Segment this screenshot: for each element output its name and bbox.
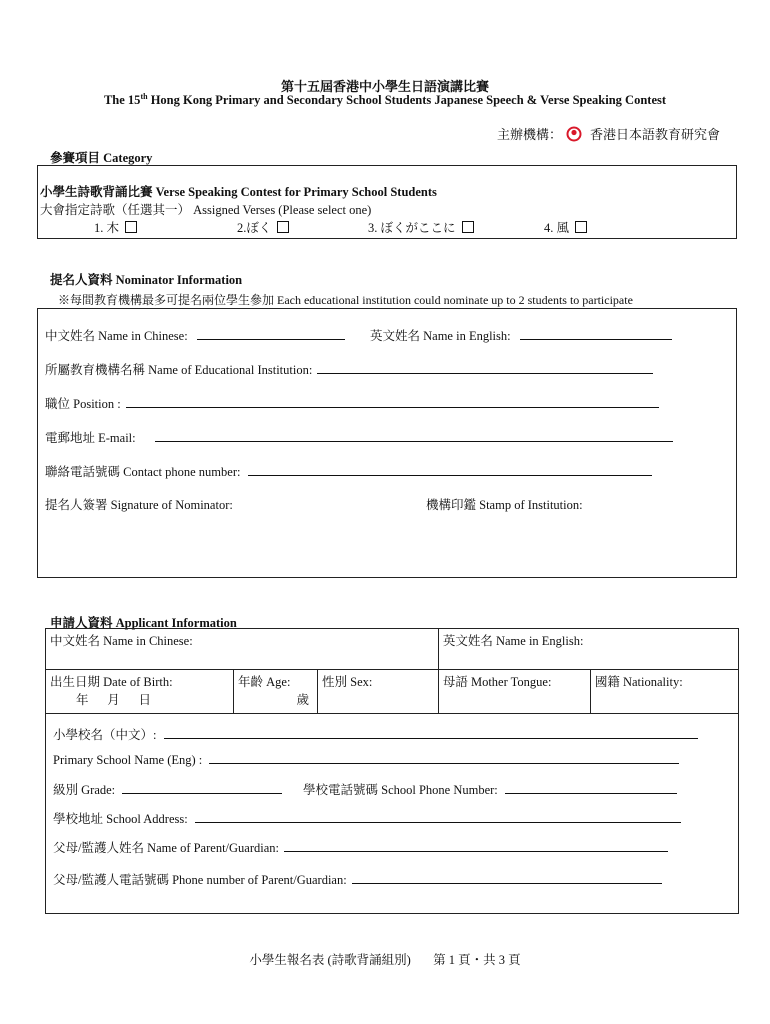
verse-option-4-checkbox[interactable] <box>575 221 587 233</box>
organizer <box>497 124 720 143</box>
school-name-en-field[interactable] <box>209 752 679 764</box>
page-footer <box>0 950 770 968</box>
applicant-age-cell[interactable] <box>234 670 318 714</box>
verse-option-2[interactable] <box>237 218 289 236</box>
assigned-verses-text: 大會指定詩歌（任選其一） Assigned Verses (Please select one) <box>40 203 372 217</box>
institution-stamp-label: 機構印鑑 Stamp of Institution: <box>426 498 583 512</box>
nominator-name-zh-row <box>45 326 345 344</box>
category-box <box>37 165 737 239</box>
school-name-en-row <box>53 752 679 768</box>
applicant-mother-tongue-label: 母語 Mother Tongue: <box>442 675 552 689</box>
applicant-table-wrap <box>45 628 739 914</box>
title-en-superscript: th <box>140 92 148 101</box>
nominator-email-label: 電郵地址 E-mail: <box>45 431 136 445</box>
title-en-prefix: The 15 <box>103 93 141 108</box>
verse-option-1-label: 1. 木 <box>94 221 120 235</box>
parent-name-row <box>53 838 668 856</box>
nominator-name-zh-label: 中文姓名 Name in Chinese: <box>45 329 188 343</box>
applicant-nationality-cell[interactable] <box>590 670 738 714</box>
applicant-sex-cell[interactable] <box>318 670 439 714</box>
school-phone-field[interactable] <box>505 782 677 794</box>
applicant-nationality-label: 國籍 Nationality: <box>594 675 683 689</box>
organizer-label: 主辦機構： <box>497 127 563 142</box>
nominator-institution-label: 所屬教育機構名稱 Name of Educational Institution: <box>45 363 313 377</box>
organizer-logo-icon <box>566 126 582 142</box>
nominator-note: ※每間教育機構最多可提名兩位學生參加 Each educational institution could nominate up to 2 students to participate <box>58 293 633 307</box>
applicant-name-zh-label: 中文姓名 Name in Chinese: <box>50 634 193 648</box>
nominator-name-en-field[interactable] <box>520 328 672 340</box>
category-heading: 參賽項目 Category <box>50 151 153 165</box>
parent-name-label: 父母/監護人姓名 Name of Parent/Guardian: <box>53 841 279 855</box>
school-address-label: 學校地址 School Address: <box>53 812 188 826</box>
nominator-heading: 提名人資料 Nominator Information <box>50 273 243 287</box>
parent-name-field[interactable] <box>284 840 668 852</box>
applicant-table <box>45 628 739 914</box>
applicant-mother-tongue-cell[interactable] <box>438 670 590 714</box>
nominator-name-en-row <box>370 326 672 344</box>
contest-title-en: Verse Speaking Contest for Primary School Students <box>152 185 437 199</box>
footer-form-name: 小學生報名表 (詩歌背誦組別) <box>249 953 411 967</box>
nominator-email-field[interactable] <box>155 430 673 442</box>
parent-phone-row <box>53 870 662 888</box>
verse-option-4-label: 4. 風 <box>544 221 570 235</box>
footer-page-number: 第 1 頁・共 3 頁 <box>433 953 521 967</box>
nominator-signature-area[interactable] <box>44 513 384 573</box>
verse-option-3-checkbox[interactable] <box>462 221 474 233</box>
applicant-sex-label: 性別 Sex: <box>322 675 373 689</box>
nominator-phone-field[interactable] <box>248 464 652 476</box>
institution-stamp-area[interactable] <box>426 513 726 573</box>
nominator-position-field[interactable] <box>126 396 659 408</box>
verse-option-1[interactable] <box>94 218 137 236</box>
verse-option-1-checkbox[interactable] <box>125 221 137 233</box>
form-title-english <box>0 92 770 108</box>
applicant-name-en-label: 英文姓名 Name in English: <box>442 634 584 648</box>
nominator-institution-field[interactable] <box>317 362 653 374</box>
school-name-zh-label: 小學校名（中文）: <box>53 728 157 742</box>
verse-option-3[interactable] <box>368 218 474 236</box>
applicant-heading: 申請人資料 Applicant Information <box>50 616 237 630</box>
parent-phone-field[interactable] <box>352 872 662 884</box>
verse-option-3-label: 3. ぼくがここに <box>368 221 456 235</box>
nominator-position-label: 職位 Position : <box>45 397 121 411</box>
nominator-position-row <box>45 394 659 412</box>
grade-field[interactable] <box>122 782 282 794</box>
school-address-row <box>53 809 681 827</box>
nominator-signature-label: 提名人簽署 Signature of Nominator: <box>45 498 233 512</box>
applicant-name-zh-cell[interactable] <box>46 629 439 670</box>
nominator-phone-label: 聯絡電話號碼 Contact phone number: <box>45 465 241 479</box>
applicant-dob-cell[interactable] <box>46 670 234 714</box>
school-phone-row <box>303 780 677 798</box>
parent-phone-label: 父母/監護人電話號碼 Phone number of Parent/Guardian: <box>53 873 347 887</box>
form-title-chinese: 第十五屆香港中小學生日語演講比賽 <box>280 79 489 94</box>
contest-title <box>40 182 437 200</box>
organizer-name: 香港日本語教育研究會 <box>590 127 721 142</box>
nominator-box <box>37 308 737 578</box>
nominator-name-zh-field[interactable] <box>197 328 345 340</box>
applicant-dob-label: 出生日期 Date of Birth: <box>50 675 173 689</box>
grade-label: 級別 Grade: <box>53 783 116 797</box>
verse-option-2-label: 2.ぼく <box>237 221 272 235</box>
school-name-zh-row <box>53 725 698 743</box>
school-name-en-label: Primary School Name (Eng) : <box>53 753 203 767</box>
grade-row <box>53 780 282 798</box>
applicant-age-label: 年齡 Age: <box>238 675 291 689</box>
school-address-field[interactable] <box>195 811 681 823</box>
applicant-age-unit: 歲 <box>296 693 309 707</box>
applicant-dob-units: 年 月 日 <box>76 693 152 707</box>
applicant-details-cell <box>46 714 739 914</box>
applicant-name-en-cell[interactable] <box>438 629 738 670</box>
verse-option-4[interactable] <box>544 218 587 236</box>
nominator-institution-row <box>45 360 653 378</box>
title-en-suffix: Hong Kong Primary and Secondary School Students Japanese Speech & Verse Speaking Contest <box>147 93 667 108</box>
nominator-name-en-label: 英文姓名 Name in English: <box>370 329 511 343</box>
verse-option-2-checkbox[interactable] <box>277 221 289 233</box>
nominator-email-row <box>45 428 673 446</box>
school-phone-label: 學校電話號碼 School Phone Number: <box>303 783 498 797</box>
contest-title-zh: 小學生詩歌背誦比賽 <box>40 185 153 199</box>
school-name-zh-field[interactable] <box>164 727 698 739</box>
nominator-phone-row <box>45 462 652 480</box>
